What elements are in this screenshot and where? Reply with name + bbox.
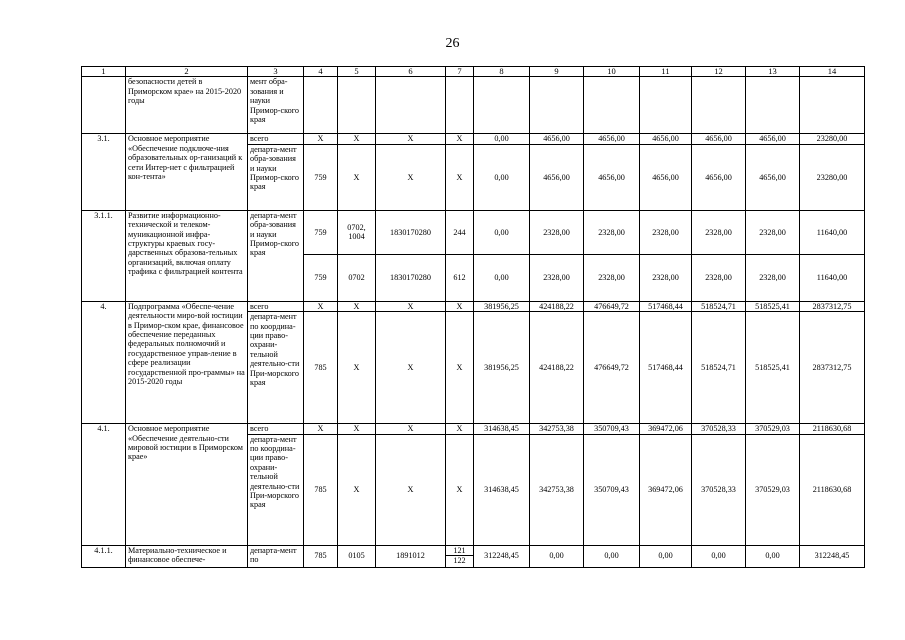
cell-c11: 0,00 <box>640 545 692 567</box>
cell-c6: X <box>376 424 446 434</box>
cell-c7-part: 122 <box>453 556 466 566</box>
cell-c6: 1830170280 <box>376 210 446 254</box>
cell-c10: 0,00 <box>584 545 640 567</box>
cell-c12: 4656,00 <box>692 134 746 144</box>
cell-c6: X <box>376 144 446 210</box>
cell-c13: 370529,03 <box>746 434 800 545</box>
cell-c12: 518524,71 <box>692 312 746 424</box>
empty-cell <box>376 77 446 134</box>
row-description: Основное мероприятие «Обеспечение подключе-ния образовательных ор-ганизаций к сети Интер-нет с фильтрацией кон-тента» <box>126 134 248 210</box>
header-cell: 4 <box>304 67 338 77</box>
cell-c5: X <box>338 134 376 144</box>
cell-c7: X <box>446 434 474 545</box>
cell-c6: 1830170280 <box>376 254 446 301</box>
cell-c14: 2837312,75 <box>800 312 865 424</box>
cell-c7-part: 121 <box>446 546 473 556</box>
cell-c8: 381956,25 <box>474 301 530 311</box>
cell-c8: 0,00 <box>474 134 530 144</box>
empty-cell <box>800 77 865 134</box>
cell-c8: 0,00 <box>474 254 530 301</box>
cell-c12: 518524,71 <box>692 301 746 311</box>
cell-c14: 312248,45 <box>800 545 865 567</box>
cell-c7: X <box>446 301 474 311</box>
empty-cell <box>584 77 640 134</box>
cell-c13: 370529,03 <box>746 424 800 434</box>
table-row <box>82 77 865 134</box>
cell-c13: 518525,41 <box>746 312 800 424</box>
row-executor: всего <box>248 134 304 144</box>
cell-c8: 312248,45 <box>474 545 530 567</box>
header-cell: 2 <box>126 67 248 77</box>
page-number: 26 <box>445 36 460 51</box>
header-cell: 1 <box>82 67 126 77</box>
row-executor: всего <box>248 301 304 311</box>
row-executor: департа-мент обра-зования и науки Примор-ского края <box>248 210 304 301</box>
cell-c10: 476649,72 <box>584 312 640 424</box>
row-description: Подпрограмма «Обеспе-чение деятельности миро-вой юстиции в Примор-ском крае, финансовое обеспечение переданных федеральных полномочий и государственное управ-ление в сфере реализации государственной про-граммы» на 2015-2020 годы <box>126 301 248 423</box>
cell-c13: 4656,00 <box>746 144 800 210</box>
header-cell: 7 <box>446 67 474 77</box>
cell-c6: X <box>376 301 446 311</box>
table-row <box>82 210 865 254</box>
cell-c13: 0,00 <box>746 545 800 567</box>
row-executor: всего <box>248 424 304 434</box>
empty-cell <box>446 77 474 134</box>
cell-c14: 23280,00 <box>800 134 865 144</box>
cell-c9: 2328,00 <box>530 210 584 254</box>
cell-c10: 476649,72 <box>584 301 640 311</box>
row-description: Основное мероприятие «Обеспечение деятельно-сти мировой юстиции в Приморском крае» <box>126 424 248 545</box>
cell-c11: 369472,06 <box>640 434 692 545</box>
cell-c5: 0702, 1004 <box>338 210 376 254</box>
row-number: 4. <box>82 301 126 423</box>
cell-c12: 370528,33 <box>692 434 746 545</box>
header-cell: 11 <box>640 67 692 77</box>
cell-c4: 759 <box>304 210 338 254</box>
row-description: Материально-техническое и финансовое обеспече- <box>126 545 248 567</box>
cell-c7: X <box>446 312 474 424</box>
cell-c9: 4656,00 <box>530 144 584 210</box>
row-description: безопасности детей в Приморском крае» на 2015-2020 годы <box>126 77 248 134</box>
cell-c14: 11640,00 <box>800 210 865 254</box>
row-executor: департа-мент по <box>248 545 304 567</box>
empty-cell <box>692 77 746 134</box>
cell-c5: 0105 <box>338 545 376 567</box>
cell-c10: 350709,43 <box>584 434 640 545</box>
budget-table <box>81 66 865 568</box>
cell-c10: 4656,00 <box>584 134 640 144</box>
row-executor: департа-мент по координа-ции право-охрани-тельной деятельно-сти При-морского края <box>248 312 304 424</box>
row-number: 4.1.1. <box>82 545 126 567</box>
table-row <box>82 134 865 144</box>
cell-c8: 381956,25 <box>474 312 530 424</box>
cell-c11: 4656,00 <box>640 134 692 144</box>
header-cell: 5 <box>338 67 376 77</box>
cell-c11: 517468,44 <box>640 301 692 311</box>
cell-c4: X <box>304 301 338 311</box>
cell-c10: 4656,00 <box>584 144 640 210</box>
cell-c9: 2328,00 <box>530 254 584 301</box>
cell-c7: X <box>446 134 474 144</box>
cell-c4: 759 <box>304 144 338 210</box>
cell-c9: 424188,22 <box>530 312 584 424</box>
table-row <box>82 424 865 434</box>
table-row <box>82 301 865 311</box>
empty-cell <box>304 77 338 134</box>
cell-c4: X <box>304 134 338 144</box>
table-row <box>82 545 865 567</box>
cell-c6: X <box>376 312 446 424</box>
cell-c14: 11640,00 <box>800 254 865 301</box>
cell-c11: 517468,44 <box>640 312 692 424</box>
row-executor: мент обра-зования и науки Примор-ского края <box>248 77 304 134</box>
cell-c6: X <box>376 134 446 144</box>
empty-cell <box>530 77 584 134</box>
cell-c13: 2328,00 <box>746 210 800 254</box>
cell-c12: 2328,00 <box>692 210 746 254</box>
row-number: 3.1.1. <box>82 210 126 301</box>
cell-c9: 342753,38 <box>530 434 584 545</box>
row-description: Развитие информационно-технической и телеком-муникационной инфра-структуры краевых госу-дарственных образова-тельных организаций, включая оплату трафика с фильтрацией контента <box>126 210 248 301</box>
cell-c13: 4656,00 <box>746 134 800 144</box>
cell-c10: 2328,00 <box>584 254 640 301</box>
header-cell: 10 <box>584 67 640 77</box>
cell-c7 <box>446 545 474 567</box>
cell-c9: 0,00 <box>530 545 584 567</box>
header-cell: 14 <box>800 67 865 77</box>
cell-c4: 785 <box>304 312 338 424</box>
cell-c7: 244 <box>446 210 474 254</box>
header-row <box>82 67 865 77</box>
cell-c12: 2328,00 <box>692 254 746 301</box>
cell-c4: 785 <box>304 545 338 567</box>
cell-c12: 0,00 <box>692 545 746 567</box>
header-cell: 9 <box>530 67 584 77</box>
cell-c5: X <box>338 301 376 311</box>
cell-c14: 2118630,68 <box>800 424 865 434</box>
cell-c13: 518525,41 <box>746 301 800 311</box>
empty-cell <box>338 77 376 134</box>
cell-c7: X <box>446 424 474 434</box>
row-executor: департа-мент обра-зования и науки Примор-ского края <box>248 144 304 210</box>
header-cell: 12 <box>692 67 746 77</box>
row-number <box>82 77 126 134</box>
cell-c10: 350709,43 <box>584 424 640 434</box>
empty-cell <box>746 77 800 134</box>
cell-c4: 759 <box>304 254 338 301</box>
row-number: 4.1. <box>82 424 126 545</box>
header-cell: 3 <box>248 67 304 77</box>
cell-c12: 4656,00 <box>692 144 746 210</box>
cell-c8: 314638,45 <box>474 424 530 434</box>
cell-c8: 0,00 <box>474 144 530 210</box>
cell-c7: X <box>446 144 474 210</box>
cell-c11: 369472,06 <box>640 424 692 434</box>
cell-c6: 1891012 <box>376 545 446 567</box>
cell-c5: X <box>338 434 376 545</box>
header-cell: 6 <box>376 67 446 77</box>
cell-c4: 785 <box>304 434 338 545</box>
cell-c11: 4656,00 <box>640 144 692 210</box>
cell-c4: X <box>304 424 338 434</box>
cell-c12: 370528,33 <box>692 424 746 434</box>
cell-c8: 0,00 <box>474 210 530 254</box>
header-cell: 8 <box>474 67 530 77</box>
row-executor: департа-мент по координа-ции право-охрани-тельной деятельно-сти При-морского края <box>248 434 304 545</box>
cell-c13: 2328,00 <box>746 254 800 301</box>
cell-c5: X <box>338 424 376 434</box>
row-number: 3.1. <box>82 134 126 210</box>
cell-c9: 424188,22 <box>530 301 584 311</box>
cell-c11: 2328,00 <box>640 254 692 301</box>
cell-c14: 2118630,68 <box>800 434 865 545</box>
cell-c10: 2328,00 <box>584 210 640 254</box>
cell-c9: 342753,38 <box>530 424 584 434</box>
cell-c6: X <box>376 434 446 545</box>
cell-c14: 23280,00 <box>800 144 865 210</box>
cell-c14: 2837312,75 <box>800 301 865 311</box>
empty-cell <box>474 77 530 134</box>
empty-cell <box>640 77 692 134</box>
cell-c7: 612 <box>446 254 474 301</box>
cell-c9: 4656,00 <box>530 134 584 144</box>
cell-c5: 0702 <box>338 254 376 301</box>
cell-c8: 314638,45 <box>474 434 530 545</box>
cell-c5: X <box>338 144 376 210</box>
cell-c11: 2328,00 <box>640 210 692 254</box>
cell-c5: X <box>338 312 376 424</box>
header-cell: 13 <box>746 67 800 77</box>
